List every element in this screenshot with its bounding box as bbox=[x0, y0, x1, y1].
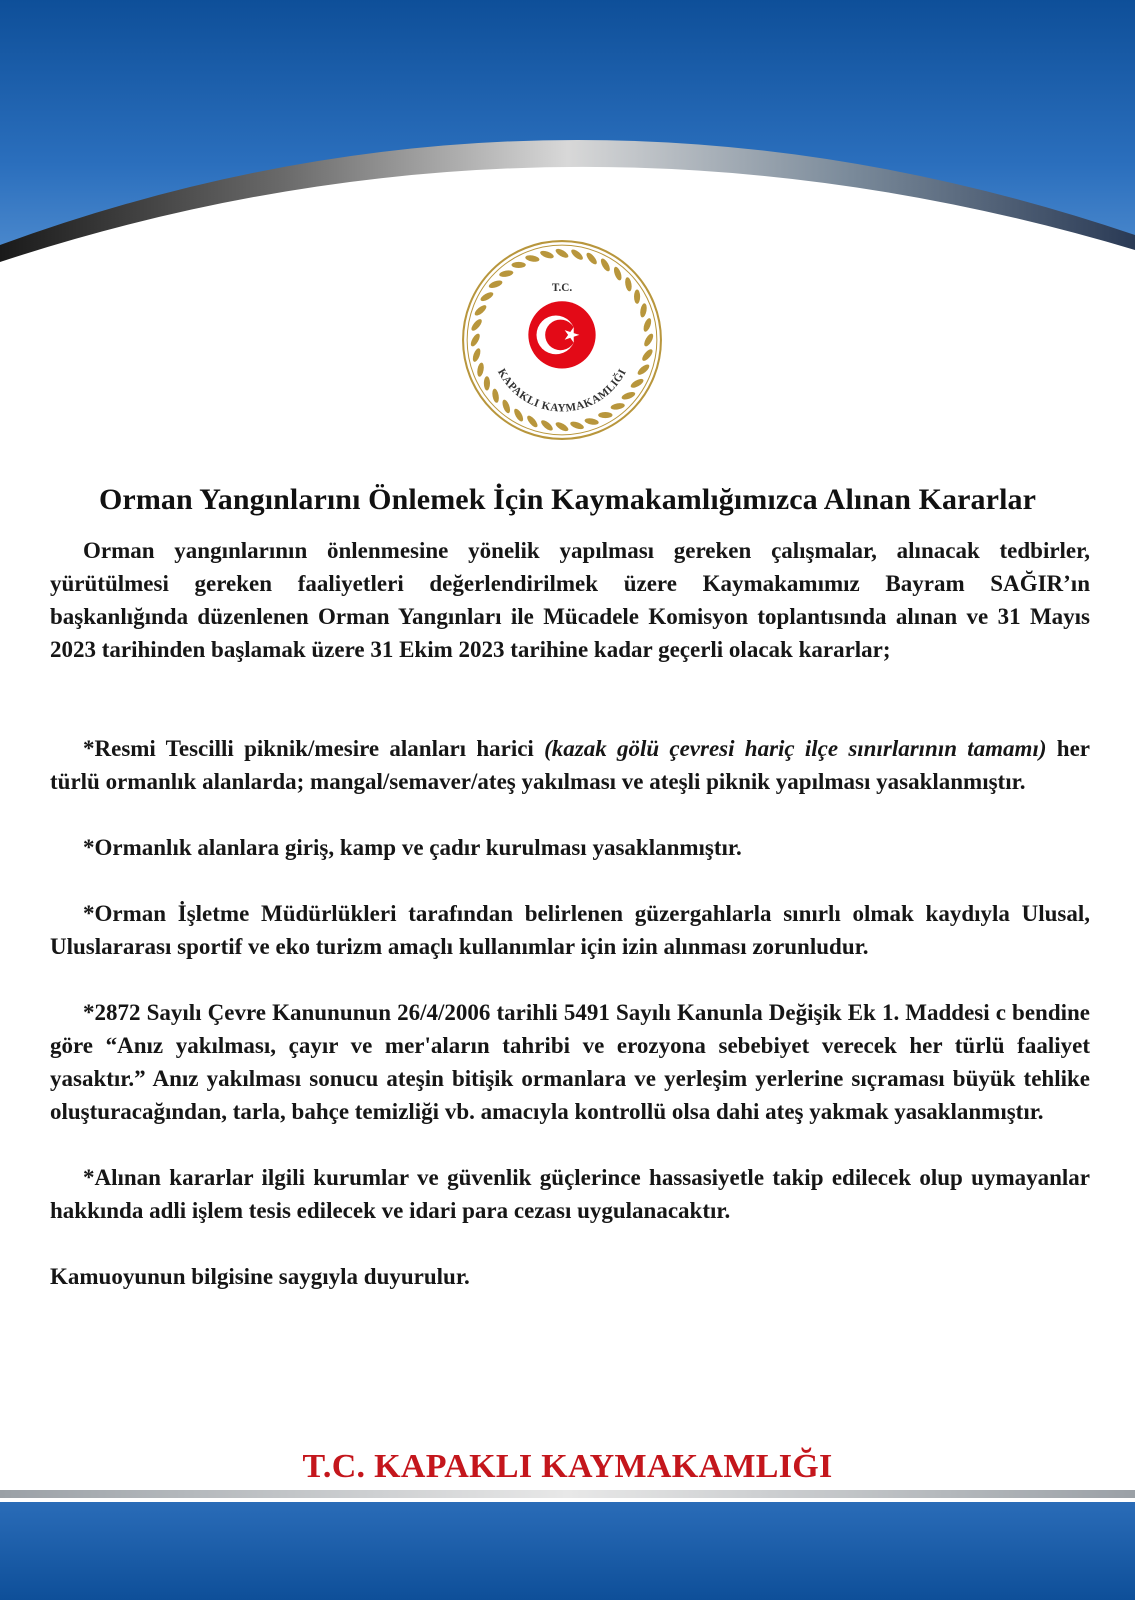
decision-item-2: *Ormanlık alanlara giriş, kamp ve çadır kurulması yasaklanmıştır. bbox=[83, 835, 742, 860]
laurel-leaf-icon bbox=[598, 412, 612, 418]
laurel-leaf-icon bbox=[634, 290, 640, 304]
announcement-body bbox=[50, 534, 1090, 1293]
laurel-leaf-icon bbox=[484, 376, 490, 390]
decision-item-1-text-a: *Resmi Tescilli piknik/mesire alanları harici bbox=[83, 736, 545, 761]
decision-item-4: *2872 Sayılı Çevre Kanununun 26/4/2006 tarihli 5491 Sayılı Kanunla Değişik Ek 1. Maddesi c bendine göre “Anız yakılması, çayır ve mer'aların tahribi ve erozyona sebebiyet verecek her türlü faaliyet yasaktır.” Anız yakılması sonucu ateşin bitişik ormanlara ve yerleşim yerlerine sıçraması büyük tehlike oluşturacağından, tarla, bahçe temizliği vb. amacıyla kontrollü olsa dahi ateş yakmak yasaklanmıştır. bbox=[50, 1000, 1090, 1124]
laurel-leaf-icon bbox=[512, 262, 526, 268]
decision-item-1 bbox=[50, 732, 1090, 798]
bottom-banner-background bbox=[0, 1490, 1135, 1600]
decision-item-5: *Alınan kararlar ilgili kurumlar ve güvenlik güçlerince hassasiyetle takip edilecek olup uymayanlar hakkında adli işlem tesis edilecek ve idari para cezası uygulanacaktır. bbox=[50, 1165, 1090, 1223]
seal-ring-text: KAPAKLI KAYMAKAMLIĞI bbox=[495, 366, 629, 415]
decision-item-1-italic: (kazak gölü çevresi hariç ilçe sınırlarının tamamı) bbox=[544, 736, 1047, 761]
seal-top-text: T.C. bbox=[551, 282, 573, 295]
announcement-title: Orman Yangınlarını Önlemek İçin Kaymakamlığımızca Alınan Kararlar bbox=[98, 483, 1037, 516]
decision-item-1-text-b: her türlü ormanlık alanlarda; mangal/semaver/ateş yakılması ve ateşli piknik yapılması yasaklanmıştır. bbox=[50, 736, 1090, 794]
decision-item-3: *Orman İşletme Müdürlükleri tarafından belirlenen güzergahlarla sınırlı olmak kaydıyla Ulusal, Uluslararası sportif ve eko turizm amaçlı kullanımlar için izin alınması zorunludur. bbox=[50, 901, 1090, 959]
signature: T.C. KAPAKLI KAYMAKAMLIĞI bbox=[302, 1448, 833, 1485]
closing-line: Kamuoyunun bilgisine saygıyla duyurulur. bbox=[50, 1264, 470, 1289]
intro-paragraph: Orman yangınlarının önlenmesine yönelik yapılması gereken çalışmalar, alınacak tedbirler, yürütülmesi gereken faaliyetleri değerlendirilmek üzere Kaymakamımız Bayram SAĞIR’ın başkanlığında düzenlenen Orman Yangınları ile Mücadele Komisyon toplantısında alınan ve 31 Mayıs 2023 tarihinden başlamak üzere 31 Ekim 2023 tarihine kadar geçerli olacak kararlar; bbox=[50, 538, 1090, 662]
kaymakamlik-seal bbox=[460, 238, 664, 442]
